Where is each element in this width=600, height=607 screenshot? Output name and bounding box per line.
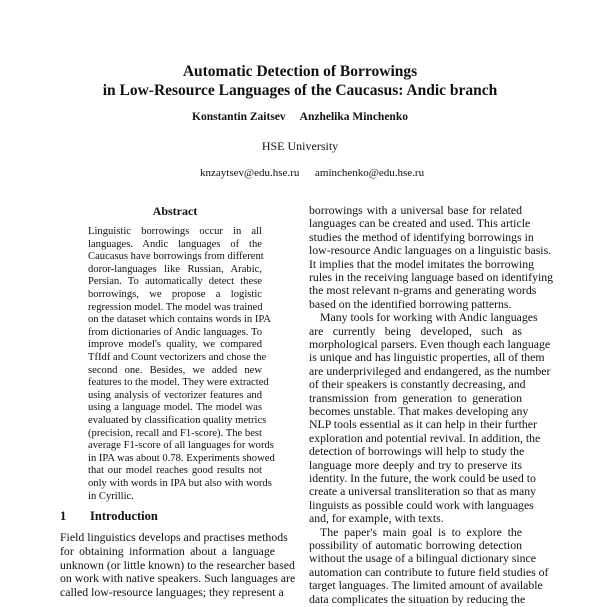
text-line: Linguistic borrowings occur in all (88, 226, 262, 237)
author-email: aminchenko@edu.hse.ru (315, 167, 425, 179)
text-line: Field linguistics develops and practises methods (60, 530, 288, 544)
text-line: unknown (or little known) to the researcher based (60, 557, 295, 572)
text-line: rules in the receiving language based on identifying (309, 270, 554, 284)
text-line: Many tools for working with Andic languages (320, 310, 538, 325)
text-line: borrowings, we propose a logistic (88, 289, 262, 300)
text-line: target languages. The limited amount of available (309, 578, 543, 593)
text-line: morphological parsers. Even though each language (309, 337, 551, 351)
text-line: transmission from generation to generation (309, 390, 522, 405)
text-line: languages. Andic languages of the (88, 238, 262, 250)
text-line: average F1-score of all languages for words (88, 440, 274, 452)
text-line: doror-languages like Russian, Arabic, (88, 263, 262, 275)
text-line: called low-resource languages; they represent a (60, 585, 284, 600)
abstract-heading: Abstract (152, 204, 198, 218)
text-line: only with words in IPA but also with words (88, 478, 272, 489)
text-line: from dictionaries of Andic languages. To (88, 326, 262, 338)
affiliation: HSE University (261, 139, 339, 153)
text-line: Caucasus have borrowings from different (88, 251, 264, 263)
text-line: that our model reaches good results not (88, 465, 262, 477)
text-line: exploration and potential revival. In addition, the (309, 430, 541, 445)
text-line: The paper's main goal is to explore the (320, 524, 522, 539)
text-line: identity. In the future, the work could be used to (309, 471, 536, 485)
paper-title-line-1: Automatic Detection of Borrowings (182, 63, 418, 80)
text-line: automation can contribute to future field studies of (309, 564, 549, 579)
author-name: Anzhelika Minchenko (299, 111, 408, 123)
text-line: TfIdf and Count vectorizers and chose the (88, 352, 267, 363)
text-line: is unique and has linguistic properties, all of them (309, 350, 545, 365)
text-line: in IPA was about 0.78. Experiments showed (88, 452, 275, 464)
text-line: possibility of automatic borrowing detection (309, 538, 522, 552)
text-line: are currently being developed, such as (309, 323, 522, 338)
text-line: becomes unstable. That makes developing any (309, 404, 529, 418)
text-line: language more deeply and try to preserve its (309, 457, 522, 472)
text-line: on work with native speakers. Such languages are (60, 571, 296, 586)
paper-title-line-2: in Low-Resource Languages of the Caucasus: Andic branch (102, 82, 498, 99)
text-line: using a language model. The model was (88, 402, 262, 414)
text-line: features to the model. They were extracted (88, 377, 269, 389)
text-line: and, for example, with texts. (309, 511, 444, 526)
text-line: second one. Besides, we added new (88, 364, 262, 376)
text-line: languages can be created and used. This article (309, 216, 531, 231)
text-line: the most relevant n-grams and generating words (309, 283, 537, 298)
text-line: improve model's quality, we compared (88, 339, 262, 351)
section-number: 1 (60, 509, 67, 523)
text-line: evaluated by classification quality metrics (88, 415, 267, 426)
text-line: linguists as possible could work with languages (309, 497, 534, 512)
text-line: NLP tools essential as it can help in their further (309, 417, 537, 432)
text-line: studies the method of identifying borrowings in (309, 229, 534, 244)
text-line: It implies that the model imitates the borrowing (309, 256, 535, 271)
text-line: borrowings with a universal base for related (309, 203, 522, 217)
text-line: low-resource Andic languages on a linguistic basis. (309, 243, 552, 258)
text-line: without the usage of a bilingual dictionary since (309, 551, 537, 566)
text-line: of their speakers is constantly decreasing, and (309, 377, 526, 392)
text-line: using analysis of vectorizer features and (88, 389, 262, 401)
text-line: are underprivileged and endangered, as the number (309, 363, 551, 378)
text-line: detection of borrowings will help to study the (309, 444, 525, 459)
text-line: create a universal transliteration so that as many (309, 484, 537, 499)
text-line: based on the identified borrowing patterns. (309, 296, 512, 311)
text-line: on the dataset which contains words in IPA (88, 314, 271, 326)
text-line: regression model. The model was trained (88, 301, 263, 313)
section-heading: Introduction (90, 509, 158, 523)
author-name: Konstantin Zaitsev (192, 111, 286, 123)
authors (0, 111, 600, 123)
text-line: in Cyrillic. (88, 490, 134, 502)
text-line: data complicates the situation by reducing the (309, 591, 526, 606)
text-line: (precision, recall and F1-score). The best (88, 427, 262, 439)
text-line: for obtaining information about a language (60, 543, 275, 558)
text-line: Persian. To automatically detect these (88, 276, 262, 288)
author-email: knzaytsev@edu.hse.ru (200, 167, 300, 179)
